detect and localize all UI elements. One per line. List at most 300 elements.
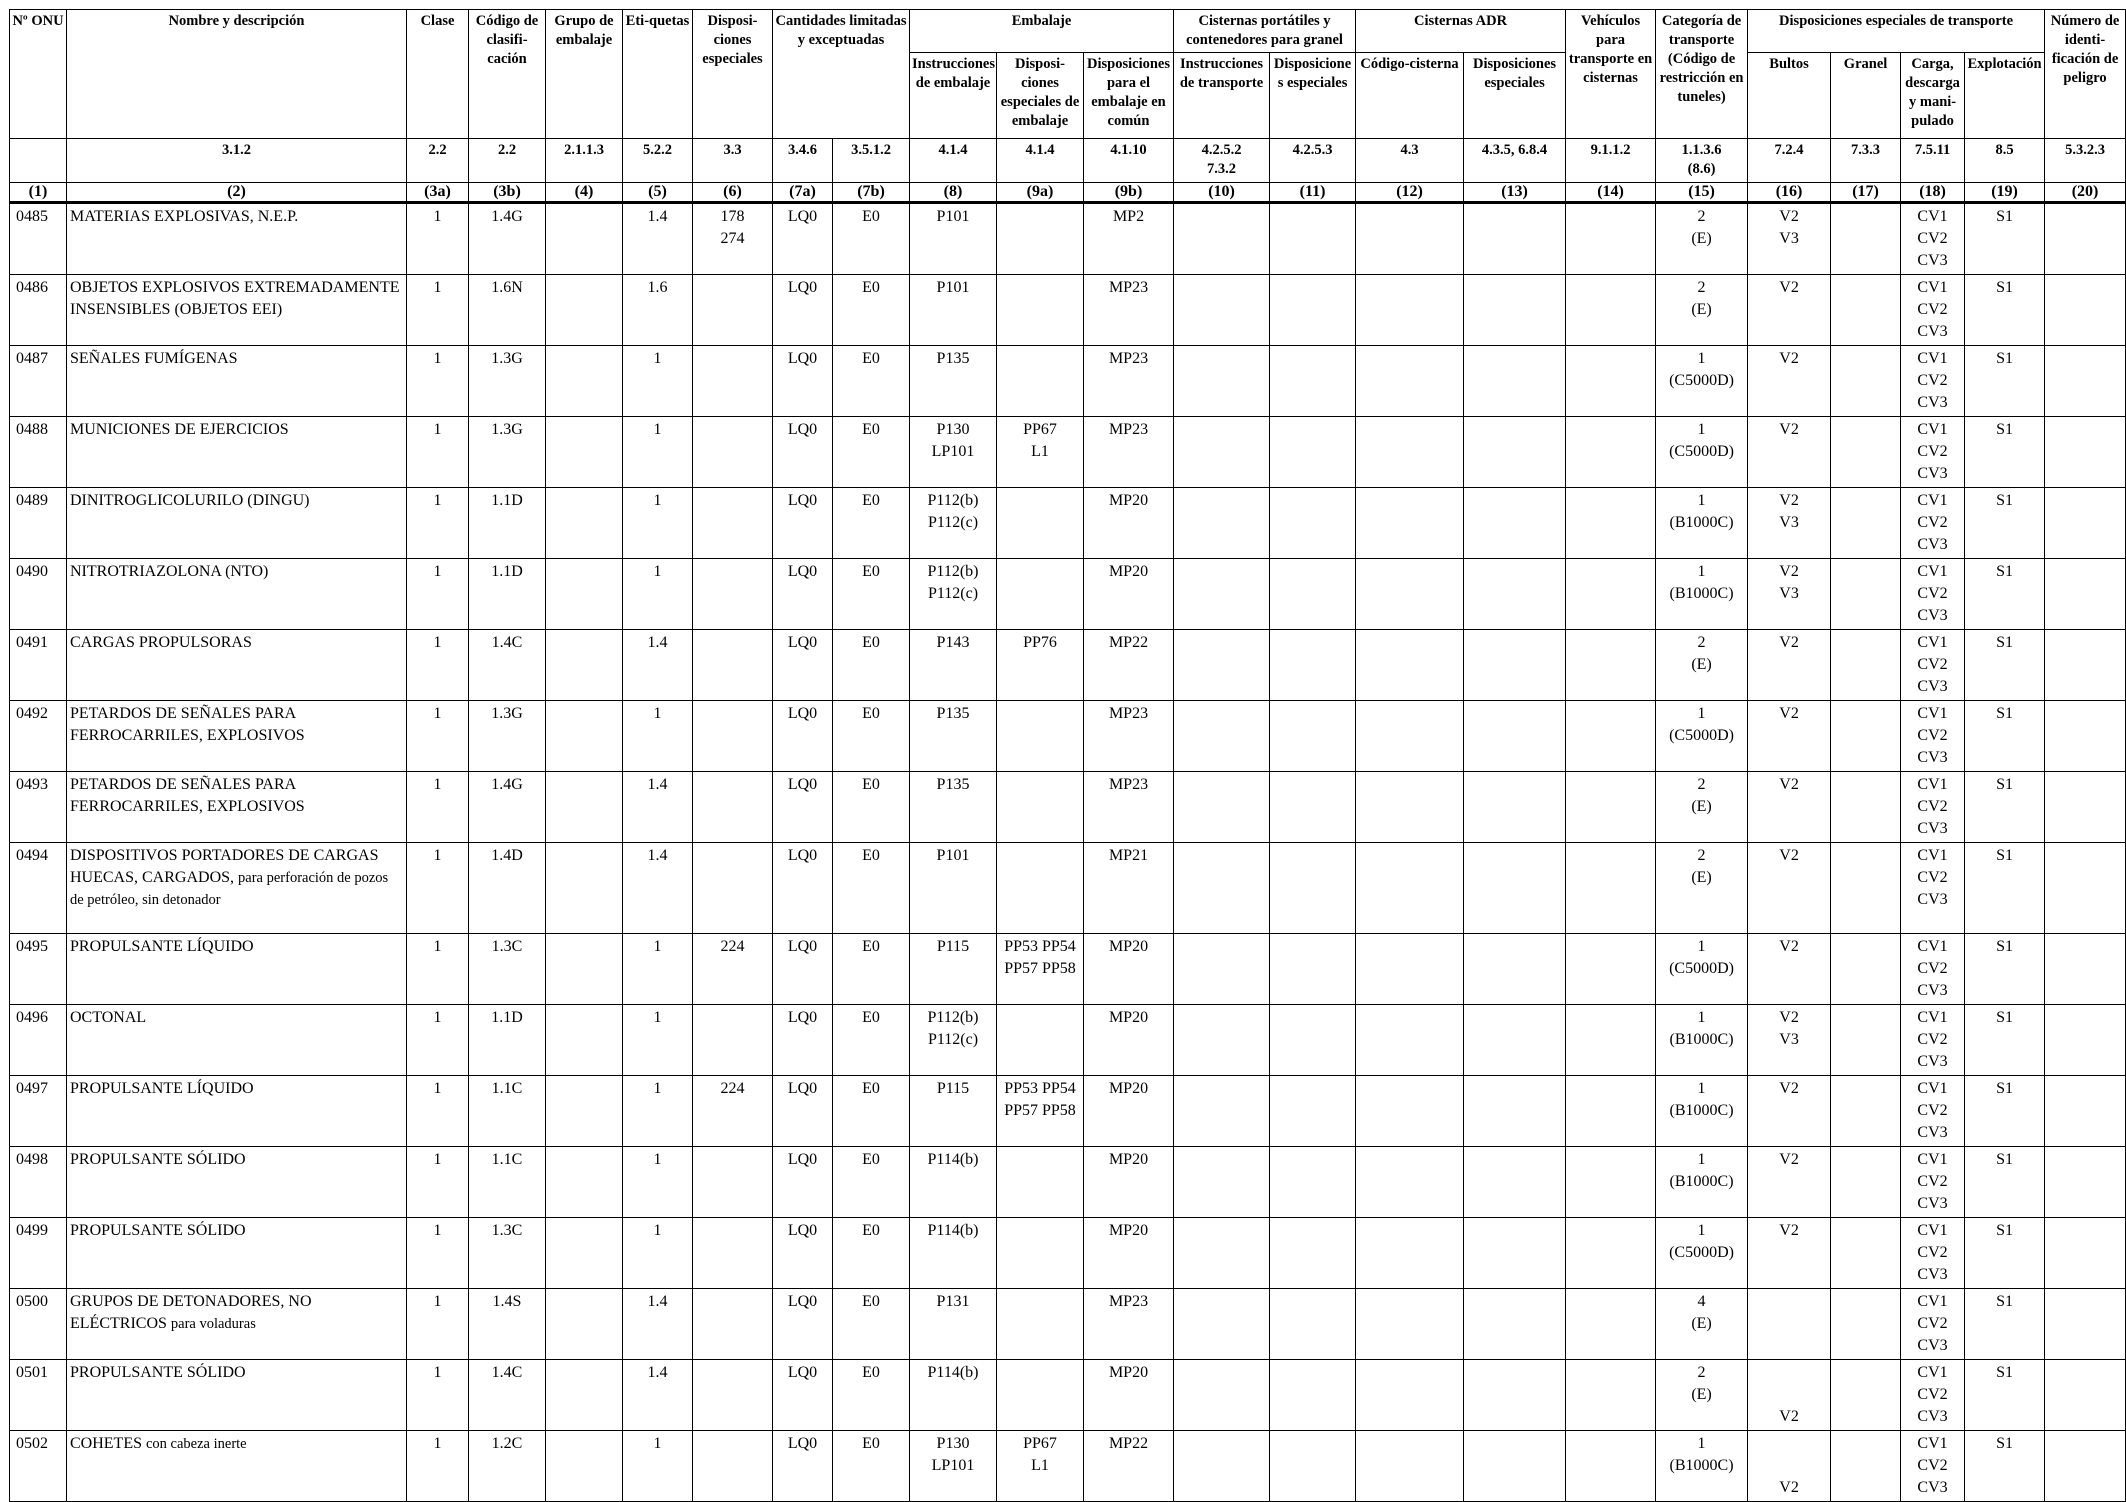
column-number: (7a)	[773, 183, 833, 203]
cell-special	[693, 701, 773, 772]
cell-class: 1	[407, 630, 469, 701]
cell-mp: MP20	[1084, 1076, 1174, 1147]
cell-tank-code	[1356, 1218, 1464, 1289]
cell-granel	[1831, 1005, 1901, 1076]
cell-class: 1	[407, 1289, 469, 1360]
substance-name: PROPULSANTE SÓLIDO	[70, 1222, 246, 1239]
cell-bultos: V2	[1748, 772, 1831, 843]
cell-t-spec	[1270, 559, 1356, 630]
cell-granel	[1831, 1360, 1901, 1431]
cell-t-instr	[1174, 630, 1270, 701]
cell-t-spec	[1270, 1076, 1356, 1147]
cell-pp: PP76	[997, 630, 1084, 701]
column-number: (12)	[1356, 183, 1464, 203]
ref-tank-special: 4.3.5, 6.8.4	[1464, 139, 1566, 183]
cell-special	[693, 488, 773, 559]
cell-eq: E0	[833, 630, 910, 701]
ref-bulk: 7.3.3	[1831, 139, 1901, 183]
cell-code: 1.3G	[469, 417, 546, 488]
cell-pp: PP67 L1	[997, 417, 1084, 488]
cell-class: 1	[407, 772, 469, 843]
cell-bultos: V2	[1748, 1360, 1831, 1431]
cell-class: 1	[407, 1147, 469, 1218]
table-row	[10, 1005, 2126, 1076]
table-row	[10, 701, 2126, 772]
cell-un: 0491	[10, 630, 67, 701]
cell-group	[546, 559, 623, 630]
cell-hazard	[2045, 1289, 2126, 1360]
cell-tank-code	[1356, 843, 1464, 934]
cell-pi: P112(b) P112(c)	[910, 559, 997, 630]
cell-granel	[1831, 417, 1901, 488]
column-number: (14)	[1566, 183, 1656, 203]
cell-carga: CV1 CV2 CV3	[1901, 1218, 1965, 1289]
cell-code: 1.4G	[469, 203, 546, 275]
table-body	[10, 203, 2126, 1502]
cell-labels: 1	[623, 934, 693, 1005]
cell-un: 0502	[10, 1431, 67, 1502]
cell-vehicle	[1566, 630, 1656, 701]
table-row	[10, 417, 2126, 488]
cell-pp	[997, 203, 1084, 275]
cell-eq: E0	[833, 1431, 910, 1502]
cell-pi: P130 LP101	[910, 417, 997, 488]
cell-tank-spec	[1464, 1431, 1566, 1502]
cell-special	[693, 1218, 773, 1289]
ref-tank-code: 4.3	[1356, 139, 1464, 183]
cell-un: 0485	[10, 203, 67, 275]
cell-eq: E0	[833, 488, 910, 559]
cell-eq: E0	[833, 1360, 910, 1431]
cell-special: 224	[693, 934, 773, 1005]
cell-t-instr	[1174, 701, 1270, 772]
cell-tank-code	[1356, 275, 1464, 346]
table-row	[10, 630, 2126, 701]
cell-t-instr	[1174, 1431, 1270, 1502]
cell-carga: CV1 CV2 CV3	[1901, 772, 1965, 843]
cell-category: 1 (B1000C)	[1656, 1147, 1748, 1218]
cell-pi: P101	[910, 843, 997, 934]
cell-class: 1	[407, 701, 469, 772]
cell-special	[693, 1005, 773, 1076]
substance-name: PETARDOS DE SEÑALES PARA FERROCARRILES, EXPLOSIVOS	[70, 776, 305, 815]
cell-group	[546, 1289, 623, 1360]
cell-bultos: V2	[1748, 1147, 1831, 1218]
table-row	[10, 203, 2126, 275]
cell-name	[67, 843, 407, 934]
cell-bultos: V2	[1748, 1076, 1831, 1147]
cell-labels: 1	[623, 488, 693, 559]
cell-carga: CV1 CV2 CV3	[1901, 346, 1965, 417]
cell-carga: CV1 CV2 CV3	[1901, 1005, 1965, 1076]
header-bulk: Granel	[1831, 53, 1901, 139]
table-row	[10, 934, 2126, 1005]
cell-code: 1.1C	[469, 1147, 546, 1218]
cell-explot: S1	[1965, 630, 2045, 701]
cell-bultos: V2	[1748, 417, 1831, 488]
cell-un: 0500	[10, 1289, 67, 1360]
cell-t-instr	[1174, 1360, 1270, 1431]
cell-group	[546, 934, 623, 1005]
cell-explot: S1	[1965, 559, 2045, 630]
cell-hazard	[2045, 1076, 2126, 1147]
cell-pp	[997, 346, 1084, 417]
cell-explot: S1	[1965, 275, 2045, 346]
dangerous-goods-table-container	[9, 9, 2126, 1502]
cell-pi: P131	[910, 1289, 997, 1360]
cell-carga: CV1 CV2 CV3	[1901, 934, 1965, 1005]
cell-group	[546, 275, 623, 346]
cell-t-instr	[1174, 275, 1270, 346]
cell-group	[546, 1147, 623, 1218]
header-tank-vehicles: Vehículos para transporte en cisternas	[1566, 10, 1656, 139]
cell-mp: MP20	[1084, 1005, 1174, 1076]
cell-tank-spec	[1464, 630, 1566, 701]
cell-class: 1	[407, 203, 469, 275]
header-classification-code: Código de clasifi-cación	[469, 10, 546, 139]
cell-explot: S1	[1965, 843, 2045, 934]
cell-granel	[1831, 559, 1901, 630]
cell-t-instr	[1174, 1147, 1270, 1218]
cell-pp	[997, 275, 1084, 346]
cell-eq: E0	[833, 417, 910, 488]
ref-portable-instructions: 4.2.5.2 7.3.2	[1174, 139, 1270, 183]
cell-vehicle	[1566, 346, 1656, 417]
header-transport-provisions: Disposiciones especiales de transporte	[1748, 10, 2045, 53]
cell-tank-code	[1356, 1076, 1464, 1147]
cell-category: 1 (B1000C)	[1656, 1005, 1748, 1076]
cell-tank-spec	[1464, 346, 1566, 417]
cell-un: 0495	[10, 934, 67, 1005]
cell-code: 1.3C	[469, 934, 546, 1005]
cell-explot: S1	[1965, 1360, 2045, 1431]
column-number: (3a)	[407, 183, 469, 203]
cell-vehicle	[1566, 1076, 1656, 1147]
cell-t-instr	[1174, 488, 1270, 559]
cell-class: 1	[407, 1431, 469, 1502]
cell-name	[67, 772, 407, 843]
cell-bultos	[1748, 1289, 1831, 1360]
cell-labels: 1	[623, 1147, 693, 1218]
cell-t-instr	[1174, 1005, 1270, 1076]
cell-group	[546, 701, 623, 772]
cell-pi: P114(b)	[910, 1147, 997, 1218]
cell-hazard	[2045, 275, 2126, 346]
cell-granel	[1831, 701, 1901, 772]
cell-pi: P112(b) P112(c)	[910, 1005, 997, 1076]
cell-eq: E0	[833, 1076, 910, 1147]
header-packaging: Embalaje	[910, 10, 1174, 53]
cell-un: 0489	[10, 488, 67, 559]
ref-category: 1.1.3.6 (8.6)	[1656, 139, 1748, 183]
cell-code: 1.1C	[469, 1076, 546, 1147]
cell-mp: MP23	[1084, 417, 1174, 488]
cell-code: 1.1D	[469, 559, 546, 630]
cell-code: 1.1D	[469, 1005, 546, 1076]
cell-pi: P135	[910, 346, 997, 417]
substance-description: para voladuras	[170, 1316, 256, 1332]
cell-tank-code	[1356, 1005, 1464, 1076]
cell-lq: LQ0	[773, 417, 833, 488]
cell-tank-spec	[1464, 275, 1566, 346]
table-row	[10, 1147, 2126, 1218]
cell-category: 2 (E)	[1656, 772, 1748, 843]
cell-group	[546, 772, 623, 843]
cell-code: 1.4G	[469, 772, 546, 843]
column-number: (9a)	[997, 183, 1084, 203]
cell-vehicle	[1566, 1005, 1656, 1076]
cell-pp: PP53 PP54 PP57 PP58	[997, 1076, 1084, 1147]
cell-vehicle	[1566, 203, 1656, 275]
cell-explot: S1	[1965, 1005, 2045, 1076]
cell-granel	[1831, 772, 1901, 843]
cell-class: 1	[407, 1218, 469, 1289]
cell-name	[67, 203, 407, 275]
cell-carga: CV1 CV2 CV3	[1901, 203, 1965, 275]
cell-tank-spec	[1464, 1147, 1566, 1218]
cell-group	[546, 1005, 623, 1076]
cell-bultos: V2	[1748, 346, 1831, 417]
cell-un: 0490	[10, 559, 67, 630]
cell-lq: LQ0	[773, 1289, 833, 1360]
cell-eq: E0	[833, 1147, 910, 1218]
cell-granel	[1831, 1431, 1901, 1502]
cell-lq: LQ0	[773, 1147, 833, 1218]
header-packing-instructions: Instrucciones de embalaje	[910, 53, 997, 139]
header-loading: Carga, descarga y mani-pulado	[1901, 53, 1965, 139]
cell-category: 1 (C5000D)	[1656, 701, 1748, 772]
cell-category: 2 (E)	[1656, 843, 1748, 934]
substance-name: GRUPOS DE DETONADORES, NO ELÉCTRICOS	[70, 1293, 312, 1332]
cell-pp	[997, 701, 1084, 772]
column-number: (15)	[1656, 183, 1748, 203]
cell-un: 0501	[10, 1360, 67, 1431]
cell-class: 1	[407, 1360, 469, 1431]
cell-special	[693, 346, 773, 417]
substance-name: SEÑALES FUMÍGENAS	[70, 350, 238, 367]
cell-class: 1	[407, 275, 469, 346]
cell-carga: CV1 CV2 CV3	[1901, 701, 1965, 772]
cell-labels: 1	[623, 1431, 693, 1502]
cell-hazard	[2045, 203, 2126, 275]
cell-category: 2 (E)	[1656, 203, 1748, 275]
header-limited-quantities: Cantidades limitadas y exceptuadas	[773, 10, 910, 139]
header-portable-tanks: Cisternas portátiles y contenedores para granel	[1174, 10, 1356, 53]
cell-group	[546, 203, 623, 275]
ref-packages: 7.2.4	[1748, 139, 1831, 183]
cell-tank-code	[1356, 1147, 1464, 1218]
cell-un: 0492	[10, 701, 67, 772]
cell-granel	[1831, 934, 1901, 1005]
cell-lq: LQ0	[773, 1076, 833, 1147]
cell-vehicle	[1566, 488, 1656, 559]
header-mixed-packing: Disposiciones para el embalaje en común	[1084, 53, 1174, 139]
cell-eq: E0	[833, 843, 910, 934]
table-row	[10, 1218, 2126, 1289]
cell-group	[546, 1360, 623, 1431]
cell-bultos: V2 V3	[1748, 1005, 1831, 1076]
cell-pp: PP53 PP54 PP57 PP58	[997, 934, 1084, 1005]
cell-eq: E0	[833, 203, 910, 275]
cell-lq: LQ0	[773, 1218, 833, 1289]
cell-hazard	[2045, 1360, 2126, 1431]
cell-tank-code	[1356, 772, 1464, 843]
cell-mp: MP23	[1084, 346, 1174, 417]
cell-category: 1 (C5000D)	[1656, 934, 1748, 1005]
substance-name: OBJETOS EXPLOSIVOS EXTREMADAMENTE INSENSIBLES (OBJETOS EEI)	[70, 279, 400, 318]
cell-mp: MP23	[1084, 275, 1174, 346]
cell-t-spec	[1270, 701, 1356, 772]
cell-hazard	[2045, 1005, 2126, 1076]
cell-pp	[997, 1005, 1084, 1076]
table-row	[10, 1076, 2126, 1147]
cell-class: 1	[407, 488, 469, 559]
cell-special	[693, 275, 773, 346]
cell-hazard	[2045, 772, 2126, 843]
substance-description: con cabeza inerte	[146, 1436, 247, 1452]
cell-t-spec	[1270, 346, 1356, 417]
cell-category: 1 (B1000C)	[1656, 1076, 1748, 1147]
cell-explot: S1	[1965, 1076, 2045, 1147]
cell-hazard	[2045, 559, 2126, 630]
substance-name: PROPULSANTE LÍQUIDO	[70, 938, 254, 955]
header-special-packing-provisions: Disposi-ciones especiales de embalaje	[997, 53, 1084, 139]
cell-t-spec	[1270, 1431, 1356, 1502]
cell-labels: 1	[623, 1005, 693, 1076]
cell-vehicle	[1566, 417, 1656, 488]
cell-class: 1	[407, 1005, 469, 1076]
cell-special	[693, 1289, 773, 1360]
cell-t-spec	[1270, 1005, 1356, 1076]
cell-tank-code	[1356, 203, 1464, 275]
cell-category: 2 (E)	[1656, 630, 1748, 701]
cell-hazard	[2045, 701, 2126, 772]
column-number: (19)	[1965, 183, 2045, 203]
column-number: (13)	[1464, 183, 1566, 203]
cell-pp	[997, 1147, 1084, 1218]
header-special-provisions: Disposi-ciones especiales	[693, 10, 773, 139]
cell-un: 0487	[10, 346, 67, 417]
ref-excepted: 3.5.1.2	[833, 139, 910, 183]
cell-carga: CV1 CV2 CV3	[1901, 1076, 1965, 1147]
column-number: (1)	[10, 183, 67, 203]
cell-explot: S1	[1965, 701, 2045, 772]
cell-t-spec	[1270, 417, 1356, 488]
cell-group	[546, 346, 623, 417]
ref-operation: 8.5	[1965, 139, 2045, 183]
cell-code: 1.4C	[469, 630, 546, 701]
header-transport-category: Categoría de transporte (Código de restricción en tuneles)	[1656, 10, 1748, 139]
cell-t-spec	[1270, 203, 1356, 275]
cell-labels: 1.6	[623, 275, 693, 346]
cell-class: 1	[407, 346, 469, 417]
cell-special	[693, 1431, 773, 1502]
cell-name	[67, 488, 407, 559]
table-row	[10, 843, 2126, 934]
ref-mixed-packing: 4.1.10	[1084, 139, 1174, 183]
cell-labels: 1.4	[623, 1289, 693, 1360]
cell-un: 0497	[10, 1076, 67, 1147]
cell-code: 1.4D	[469, 843, 546, 934]
cell-category: 1 (B1000C)	[1656, 559, 1748, 630]
cell-tank-spec	[1464, 559, 1566, 630]
cell-category: 1 (C5000D)	[1656, 346, 1748, 417]
cell-carga: CV1 CV2 CV3	[1901, 275, 1965, 346]
cell-hazard	[2045, 1431, 2126, 1502]
cell-labels: 1.4	[623, 1360, 693, 1431]
cell-granel	[1831, 1289, 1901, 1360]
cell-explot: S1	[1965, 346, 2045, 417]
cell-name	[67, 1218, 407, 1289]
cell-t-spec	[1270, 488, 1356, 559]
cell-lq: LQ0	[773, 203, 833, 275]
cell-pp	[997, 843, 1084, 934]
cell-vehicle	[1566, 559, 1656, 630]
table-row	[10, 346, 2126, 417]
cell-labels: 1	[623, 559, 693, 630]
header-operation: Explotación	[1965, 53, 2045, 139]
cell-code: 1.3G	[469, 346, 546, 417]
cell-vehicle	[1566, 1431, 1656, 1502]
cell-tank-code	[1356, 1360, 1464, 1431]
cell-t-instr	[1174, 559, 1270, 630]
cell-tank-code	[1356, 1289, 1464, 1360]
cell-special	[693, 630, 773, 701]
cell-tank-spec	[1464, 488, 1566, 559]
cell-un: 0488	[10, 417, 67, 488]
substance-name: MATERIAS EXPLOSIVAS, N.E.P.	[70, 208, 299, 225]
column-number: (3b)	[469, 183, 546, 203]
cell-pi: P114(b)	[910, 1360, 997, 1431]
cell-pp	[997, 1289, 1084, 1360]
table-row	[10, 275, 2126, 346]
cell-explot: S1	[1965, 772, 2045, 843]
cell-explot: S1	[1965, 1147, 2045, 1218]
header-packing-group: Grupo de embalaje	[546, 10, 623, 139]
cell-carga: CV1 CV2 CV3	[1901, 1147, 1965, 1218]
cell-hazard	[2045, 488, 2126, 559]
substance-name: PROPULSANTE LÍQUIDO	[70, 1080, 254, 1097]
cell-t-instr	[1174, 417, 1270, 488]
cell-pi: P135	[910, 772, 997, 843]
cell-vehicle	[1566, 843, 1656, 934]
cell-pi: P115	[910, 934, 997, 1005]
cell-mp: MP21	[1084, 843, 1174, 934]
cell-name	[67, 1076, 407, 1147]
substance-description: para perforación de pozos de petróleo, sin detonador	[70, 870, 389, 908]
cell-carga: CV1 CV2 CV3	[1901, 843, 1965, 934]
cell-labels: 1.4	[623, 772, 693, 843]
ref-limited: 3.4.6	[773, 139, 833, 183]
ref-un	[10, 139, 67, 183]
cell-class: 1	[407, 417, 469, 488]
cell-category: 2 (E)	[1656, 275, 1748, 346]
cell-hazard	[2045, 630, 2126, 701]
cell-code: 1.3C	[469, 1218, 546, 1289]
cell-granel	[1831, 275, 1901, 346]
cell-name	[67, 1289, 407, 1360]
cell-explot: S1	[1965, 1431, 2045, 1502]
cell-tank-spec	[1464, 772, 1566, 843]
cell-name	[67, 559, 407, 630]
table-row	[10, 1360, 2126, 1431]
cell-class: 1	[407, 934, 469, 1005]
header-un-number: Nº ONU	[10, 10, 67, 139]
header-portable-special: Disposicione s especiales	[1270, 53, 1356, 139]
header-hazard-number: Número de identi-ficación de peligro	[2045, 10, 2126, 139]
cell-tank-spec	[1464, 1218, 1566, 1289]
table-row	[10, 488, 2126, 559]
